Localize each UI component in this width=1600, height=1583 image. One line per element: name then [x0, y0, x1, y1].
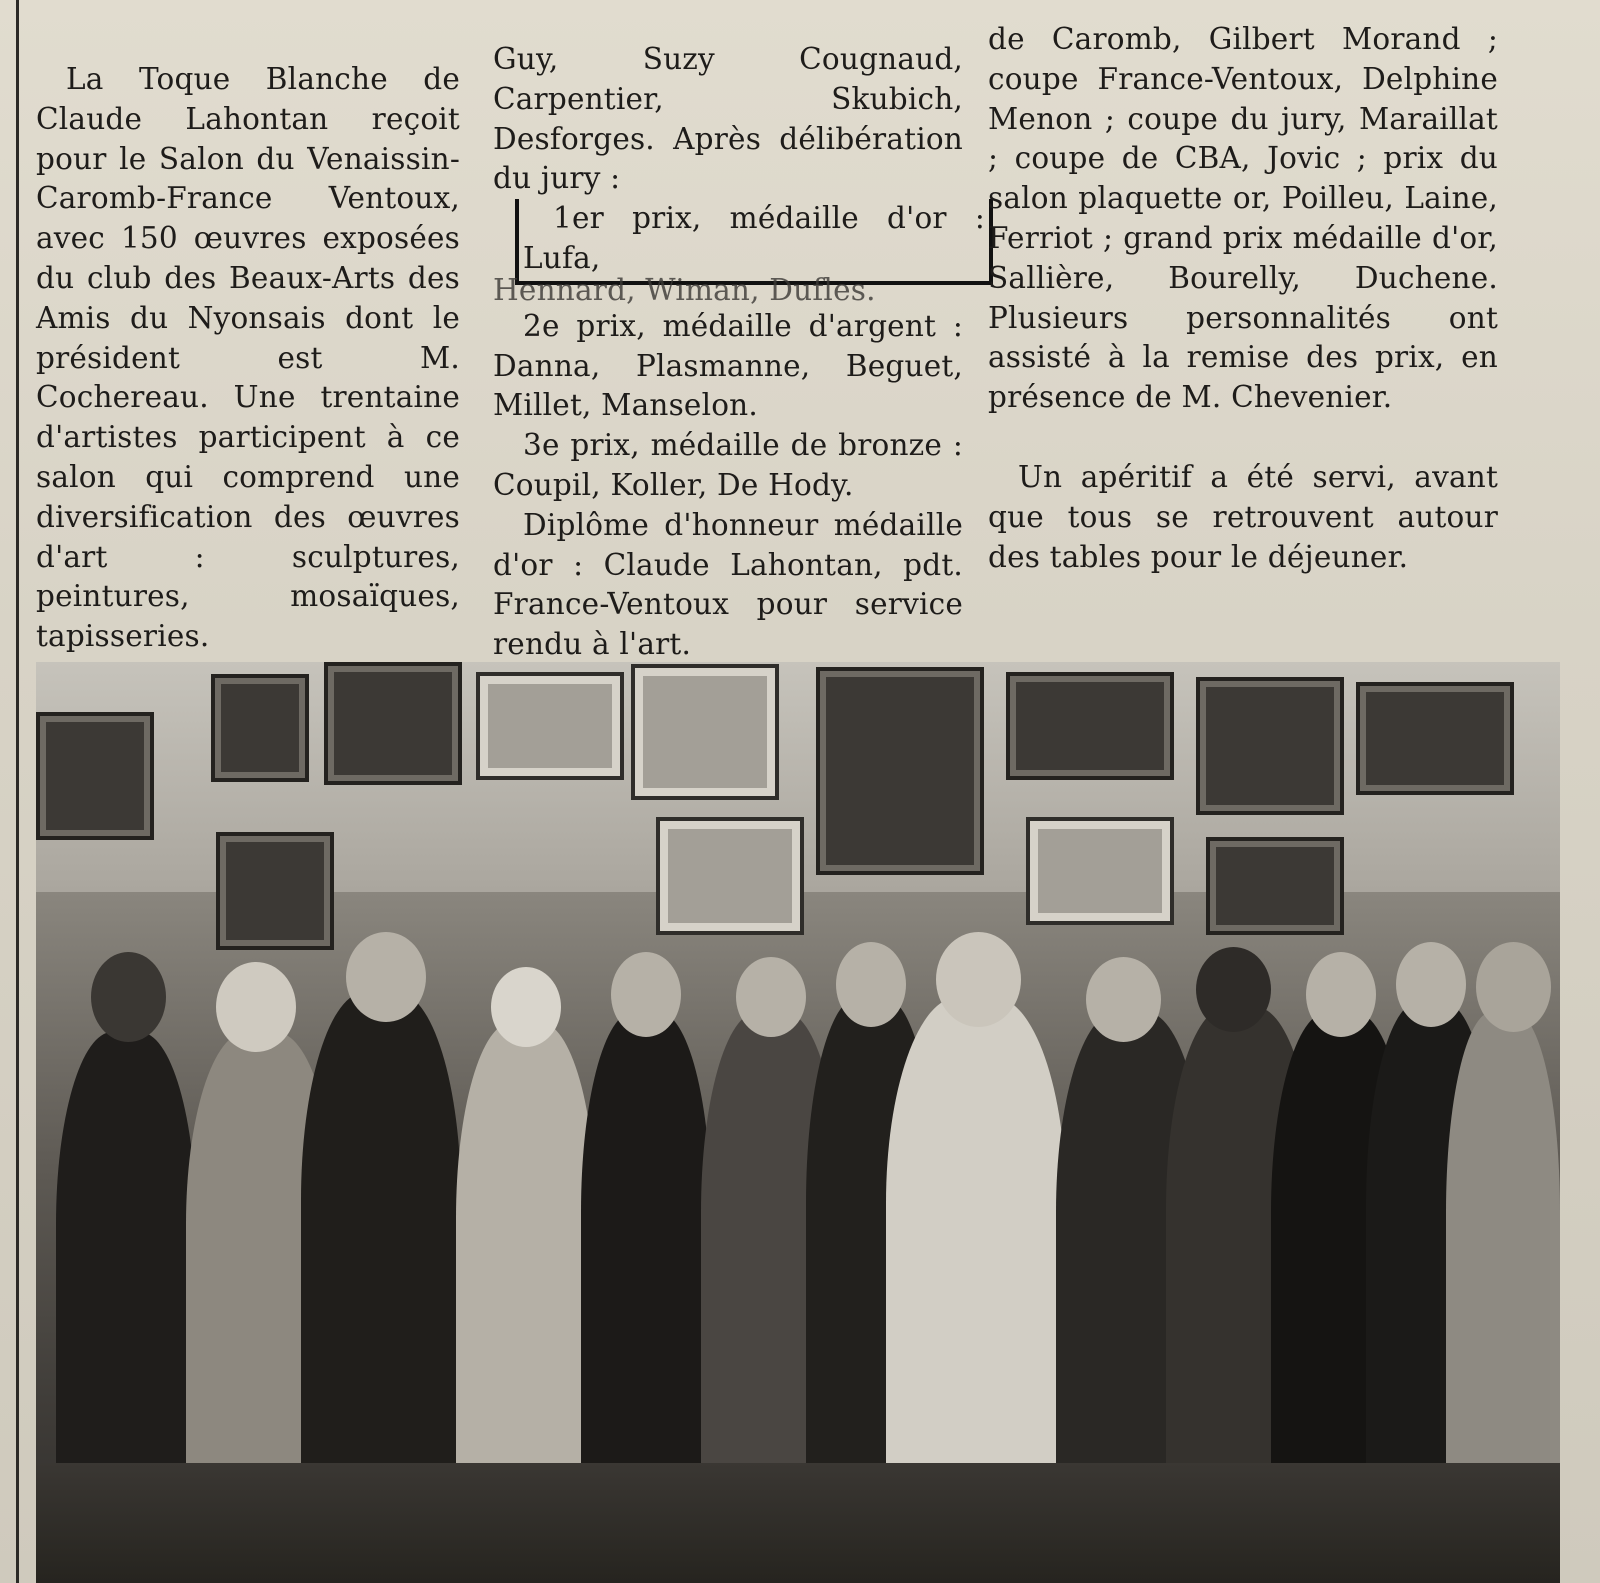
painting — [1006, 672, 1174, 780]
paragraph-spacer — [988, 418, 1498, 458]
person-head — [736, 957, 806, 1037]
person-head — [491, 967, 561, 1047]
article-paragraph: Diplôme d'honneur médaille d'or : Claude Lahontan, pdt. France-Ventoux pour service rendu à l'art. — [493, 507, 963, 662]
painting — [631, 664, 779, 800]
article-column-3 — [988, 20, 1498, 577]
article-paragraph: Guy, Suzy Cougnaud, Carpentier, Skubich, Desforges. Après délibération du jury : — [493, 42, 963, 196]
person — [1446, 1012, 1560, 1512]
painting — [476, 672, 624, 780]
painting — [1026, 817, 1174, 925]
person-head — [611, 952, 681, 1037]
person-head — [346, 932, 426, 1022]
article-paragraph: La Toque Blanche de Claude Lahontan reçoit pour le Salon du Venaissin-Caromb-France Ventoux, avec 150 œuvres exposées du club des Beaux-Arts des Amis du Nyonsais dont le président est M. Cochereau. Une trentaine d'artistes participent à ce salon qui comprend une diversification des œuvres d'art : sculptures, peintures, mosaïques, tapisseries. — [36, 62, 460, 654]
article-paragraph: 3e prix, médaille de bronze : Coupil, Koller, De Hody. — [493, 428, 963, 502]
article-column-2 — [493, 40, 985, 745]
person — [56, 1032, 196, 1512]
person-head — [1476, 942, 1551, 1032]
highlighted-line — [493, 199, 985, 285]
person — [581, 1012, 711, 1512]
person-head — [1306, 952, 1376, 1037]
painting — [1356, 682, 1514, 795]
floor — [36, 1463, 1560, 1583]
column-rule — [16, 0, 19, 1583]
pen-mark-highlight: 1er prix, médaille d'or : Lufa, — [515, 199, 993, 285]
painting — [211, 674, 309, 782]
person-head — [91, 952, 166, 1042]
painting — [36, 712, 154, 840]
person-head — [1396, 942, 1466, 1027]
person — [886, 997, 1066, 1512]
article-paragraph: 2e prix, médaille d'argent : Danna, Plasmanne, Beguet, Millet, Manselon. — [493, 308, 963, 423]
person-head — [1196, 947, 1271, 1032]
article-paragraph — [493, 272, 963, 307]
person-head — [1086, 957, 1161, 1042]
painting — [324, 662, 462, 785]
person — [456, 1022, 596, 1512]
painting — [816, 667, 984, 875]
person — [301, 992, 461, 1512]
person-head — [216, 962, 296, 1052]
article-paragraph: Un apéritif a été servi, avant que tous se retrouvent autour des tables pour le déjeuner. — [988, 459, 1498, 574]
obscured-text: Hennard, Wiman, Dufles. — [493, 272, 876, 307]
person-head — [936, 932, 1021, 1027]
article-paragraph: de Caromb, Gilbert Morand ; coupe France-Ventoux, Delphine Menon ; coupe du jury, Maraillat ; coupe de CBA, Jovic ; prix du salon plaquette or, Poilleu, Laine, Ferriot ; grand prix médaille d'or, Sallière, Bourelly, Duchene. Plusieurs personnalités ont assisté à la remise des prix, en présence de M. Chevenier. — [988, 22, 1498, 415]
painting — [1196, 677, 1344, 815]
group-photo — [36, 662, 1560, 1583]
person-head — [836, 942, 906, 1027]
